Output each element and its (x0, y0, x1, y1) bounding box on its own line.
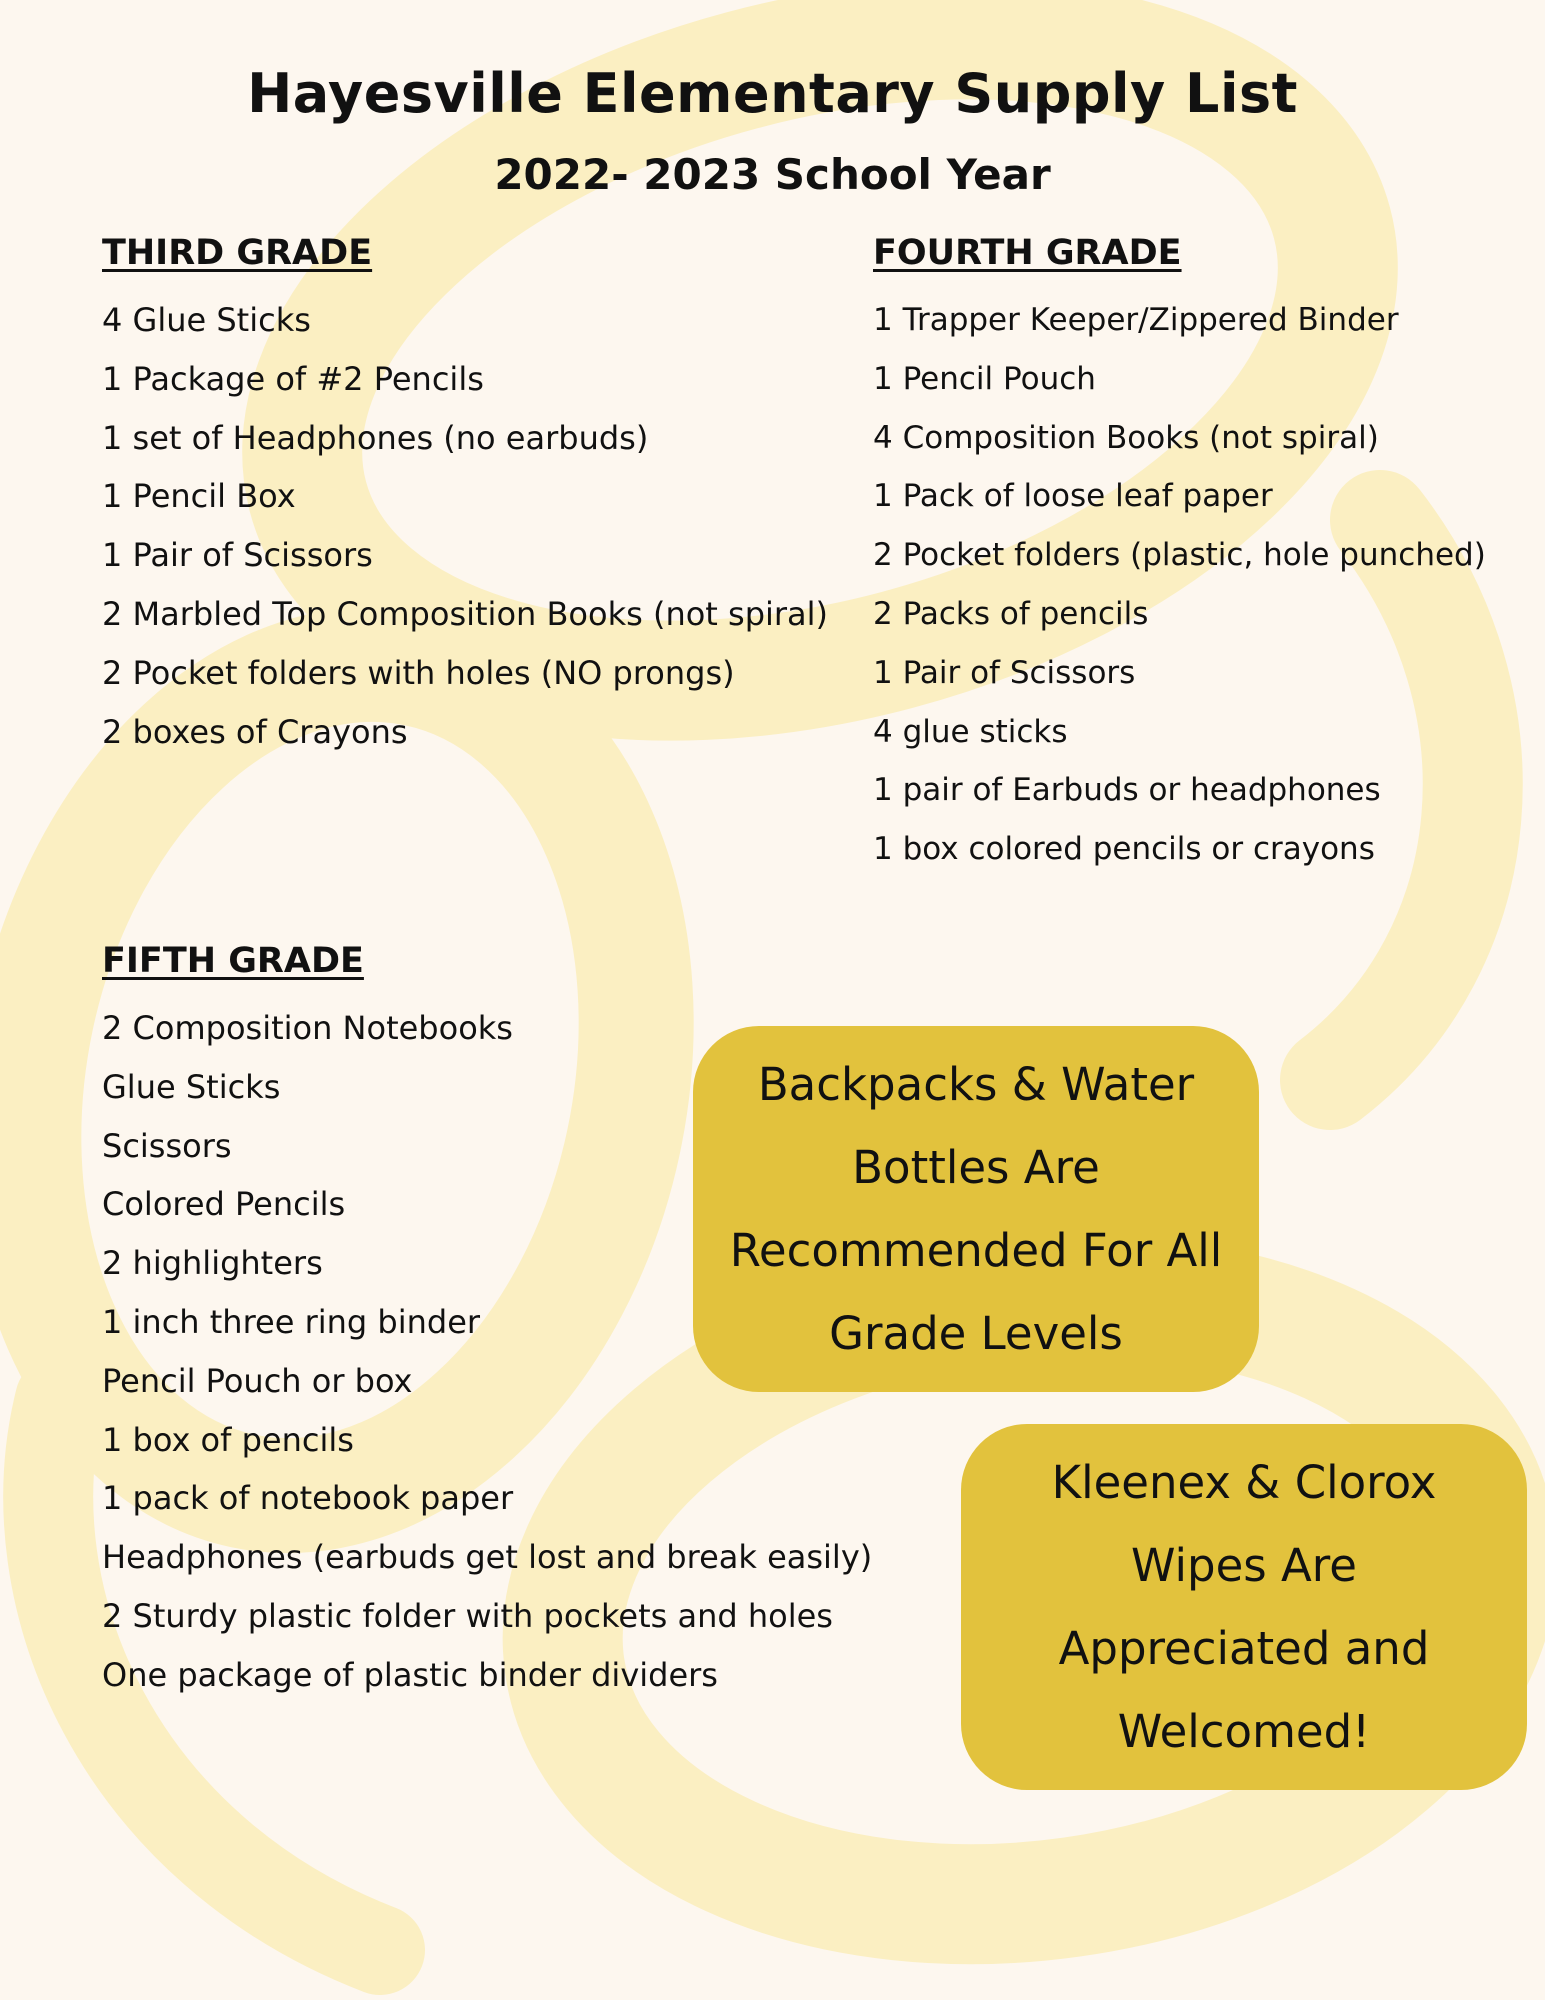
kleenex-callout-text (1052, 1441, 1437, 1773)
callout-line: Kleenex & Clorox (1051, 1456, 1437, 1509)
third-grade-list (102, 291, 829, 761)
list-item: 1 Pair of Scissors (102, 536, 373, 575)
list-item: Glue Sticks (102, 1067, 281, 1106)
list-item: 1 set of Headphones (no earbuds) (102, 418, 649, 457)
list-item: 2 Pocket folders with holes (NO prongs) (102, 653, 735, 692)
fifth-grade-heading: FIFTH GRADE (102, 941, 364, 981)
list-item: 2 Pocket folders (plastic, hole punched) (873, 537, 1486, 574)
list-item: 1 Pencil Box (102, 477, 296, 516)
list-item: 4 glue sticks (873, 713, 1068, 750)
list-item: Colored Pencils (102, 1185, 346, 1224)
callout-line: Grade Levels (829, 1307, 1123, 1360)
kleenex-callout (961, 1424, 1527, 1790)
list-item: 1 Pack of loose leaf paper (873, 478, 1273, 515)
list-item: 2 Sturdy plastic folder with pockets and holes (102, 1596, 833, 1635)
third-grade-section (102, 232, 829, 761)
school-year-subtitle: 2022- 2023 School Year (494, 150, 1051, 199)
list-item: 1 inch three ring binder (102, 1302, 481, 1341)
list-item: Headphones (earbuds get lost and break easily) (102, 1538, 873, 1577)
callout-line: Recommended For All (729, 1224, 1223, 1277)
backpacks-callout (693, 1026, 1259, 1392)
fourth-grade-heading: FOURTH GRADE (873, 233, 1182, 273)
callout-line: Welcomed! (1117, 1705, 1371, 1758)
list-item: 1 Pencil Pouch (873, 360, 1096, 397)
fourth-grade-list (873, 291, 1533, 879)
list-item: 2 Composition Notebooks (102, 1009, 513, 1047)
list-item: Scissors (102, 1126, 232, 1165)
callout-line: Backpacks & Water (757, 1058, 1195, 1111)
list-item: 2 highlighters (102, 1244, 323, 1283)
list-item: 1 Pair of Scissors (873, 654, 1136, 691)
list-item: Pencil Pouch or box (102, 1361, 413, 1400)
page-title: Hayesville Elementary Supply List (247, 62, 1298, 125)
callout-line: Wipes Are (1131, 1539, 1357, 1592)
list-item: 1 pair of Earbuds or headphones (873, 772, 1381, 809)
third-grade-heading: THIRD GRADE (102, 233, 373, 273)
list-item: One package of plastic binder dividers (102, 1655, 718, 1694)
list-item: 2 Packs of pencils (873, 595, 1149, 632)
list-item: 1 Trapper Keeper/Zippered Binder (873, 302, 1399, 338)
list-item: 1 box of pencils (102, 1420, 354, 1459)
fourth-grade-section (873, 232, 1533, 879)
list-item: 1 Package of #2 Pencils (102, 359, 484, 398)
backpacks-callout-text (730, 1043, 1223, 1375)
list-item: 2 boxes of Crayons (102, 712, 408, 751)
list-item: 1 pack of notebook paper (102, 1479, 514, 1518)
list-item: 4 Glue Sticks (102, 301, 311, 339)
list-item: 1 box colored pencils or crayons (873, 831, 1375, 868)
list-item: 4 Composition Books (not spiral) (873, 419, 1379, 456)
callout-line: Bottles Are (852, 1141, 1100, 1194)
callout-line: Appreciated and (1058, 1622, 1430, 1675)
list-item: 2 Marbled Top Composition Books (not spiral) (102, 594, 829, 633)
